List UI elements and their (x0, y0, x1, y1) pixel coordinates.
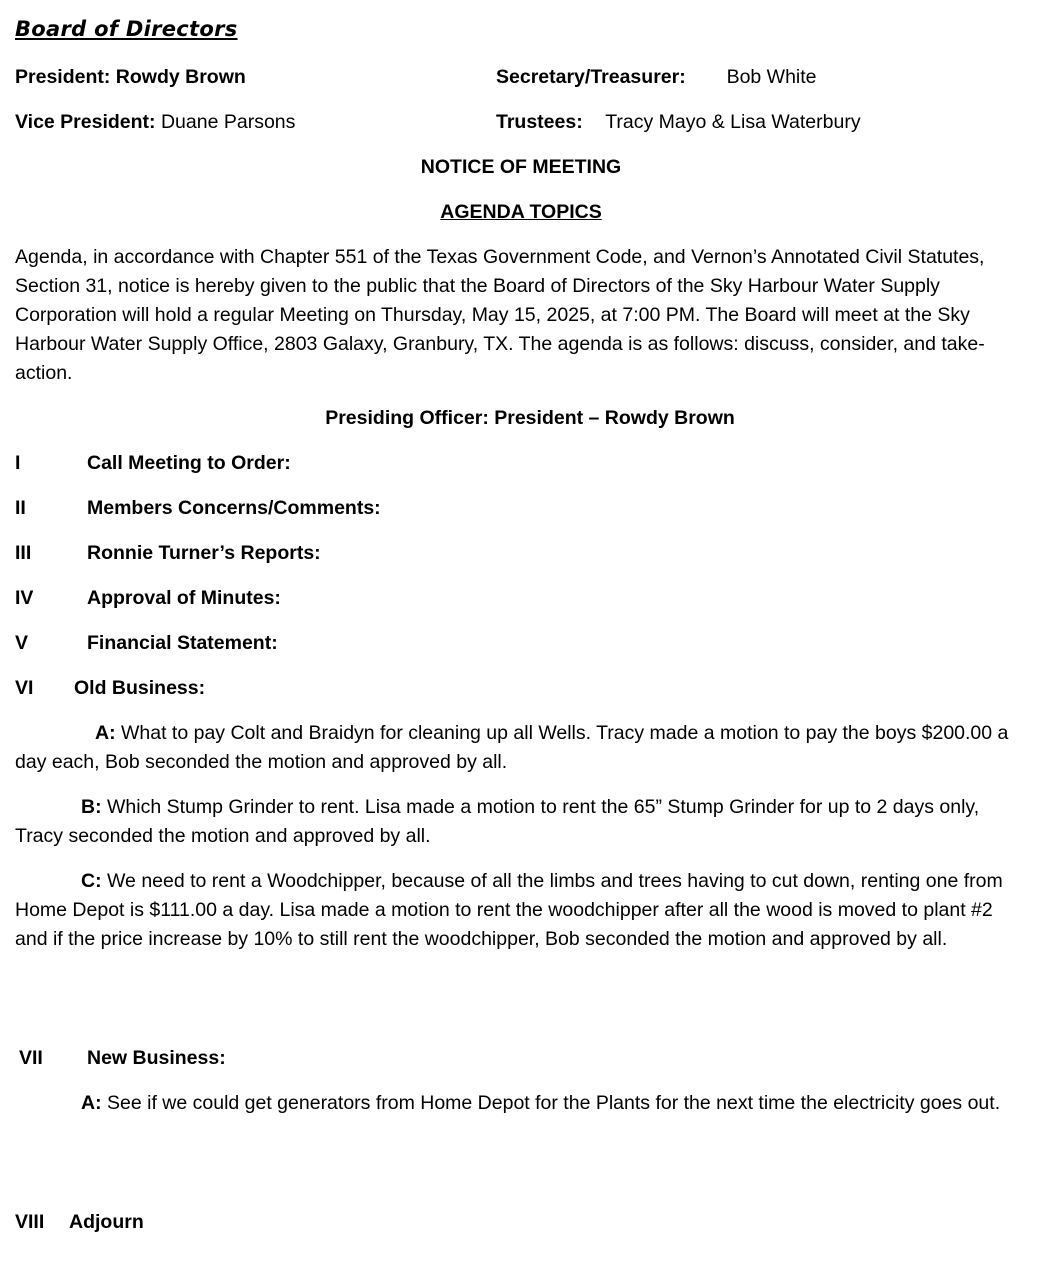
agenda-item-number: VIII (15, 1211, 45, 1233)
agenda-item-number: I (15, 452, 21, 474)
old-business-item-b (15, 793, 1027, 851)
secretary-line (496, 63, 817, 92)
agenda-item-number: IV (15, 587, 34, 609)
new-business-item-a (15, 1089, 1027, 1118)
president-label: President: (15, 66, 111, 88)
item-text: Which Stump Grinder to rent. Lisa made a motion to rent the 65” Stump Grinder for up to 2 days only, Tracy seconded the motion and approved by all. (15, 796, 980, 847)
board-of-directors-title: Board of Directors (15, 17, 238, 41)
notice-heading: NOTICE OF MEETING (420, 156, 622, 178)
item-label: A: (95, 722, 116, 744)
agenda-item-title: New Business: (87, 1047, 226, 1069)
secretary-label: Secretary/Treasurer: (496, 66, 686, 88)
agenda-item-number: V (15, 632, 29, 654)
item-text: See if we could get generators from Home Depot for the Plants for the next time the electricity goes out. (107, 1092, 1001, 1114)
vice-president-name: Duane Parsons (160, 111, 296, 133)
agenda-item-number: III (15, 542, 32, 564)
agenda-topics-heading: AGENDA TOPICS (440, 201, 602, 223)
item-text: We need to rent a Woodchipper, because of all the limbs and trees having to cut down, renting one from Home Depot is $111.00 a day. Lisa made a motion to rent the woodchipper after all the wood is moved to plant #2 and if the price increase by 10% to still rent the woodchipper, Bob seconded the motion and approved by all. (15, 870, 1003, 950)
agenda-item-title: Adjourn (69, 1211, 144, 1233)
adjourn-heading (15, 1208, 144, 1237)
agenda-item (15, 539, 321, 568)
agenda-item (15, 494, 381, 523)
intro-paragraph: Agenda, in accordance with Chapter 551 of the Texas Government Code, and Vernon’s Annotated Civil Statutes, Section 31, notice is hereby given to the public that the Board of Directors of the Sky Harbour Water Supply Corporation will hold a regular Meeting on Thursday, May 15, 2025, at 7:00 PM. The Board will meet at the Sky Harbour Water Supply Office, 2803 Galaxy, Granbury, TX. The agenda is as follows: discuss, consider, and take-action. (15, 246, 985, 384)
agenda-item-title: Members Concerns/Comments: (87, 497, 381, 519)
agenda-item (15, 449, 291, 478)
old-business-item-c (15, 867, 1027, 954)
presiding-officer: Presiding Officer: President – Rowdy Brown (325, 407, 735, 429)
agenda-item-title: Approval of Minutes: (87, 587, 281, 609)
item-label: A: (81, 1092, 102, 1114)
old-business-item-a (15, 719, 1027, 777)
agenda-item (15, 584, 281, 613)
trustees-names: Tracy Mayo & Lisa Waterbury (605, 111, 861, 133)
agenda-item-number: VI (15, 677, 34, 699)
president-line (15, 63, 246, 92)
secretary-name: Bob White (726, 66, 817, 88)
trustees-label: Trustees: (496, 111, 583, 133)
agenda-item-number: VII (19, 1047, 43, 1069)
agenda-item-title: Call Meeting to Order: (87, 452, 291, 474)
vice-president-label: Vice President: (15, 111, 156, 133)
item-label: B: (81, 796, 102, 818)
new-business-heading (19, 1044, 226, 1073)
agenda-item-title: Ronnie Turner’s Reports: (87, 542, 321, 564)
agenda-item-title: Financial Statement: (87, 632, 278, 654)
agenda-item (15, 629, 278, 658)
trustees-line (496, 108, 861, 137)
agenda-item-title: Old Business: (74, 677, 206, 699)
president-name: Rowdy Brown (115, 66, 246, 88)
old-business-heading (15, 674, 205, 703)
item-text: What to pay Colt and Braidyn for cleaning up all Wells. Tracy made a motion to pay the boys $200.00 a day each, Bob seconded the motion and approved by all. (15, 722, 1009, 773)
item-label: C: (81, 870, 102, 892)
agenda-item-number: II (15, 497, 26, 519)
vice-president-line (15, 108, 295, 137)
